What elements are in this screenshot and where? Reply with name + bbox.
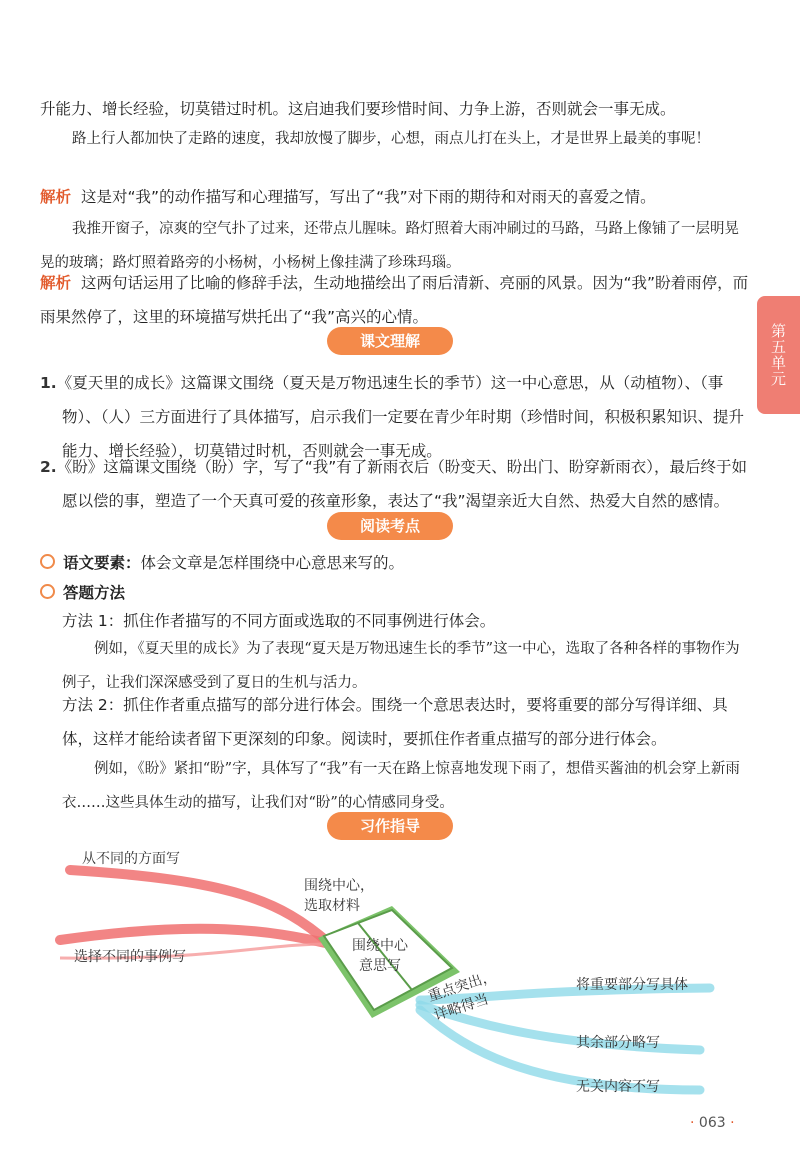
element-label: 语文要素： bbox=[63, 554, 141, 572]
understanding-item-2 bbox=[40, 450, 752, 518]
section-title-understanding: 课文理解 bbox=[327, 327, 453, 355]
method-1: 方法 1：抓住作者描写的不同方面或选取的不同事例进行体会。 bbox=[62, 612, 496, 630]
page-number-text: 063 bbox=[698, 1115, 726, 1131]
circle-bullet-icon bbox=[40, 554, 55, 569]
method-2: 方法 2：抓住作者重点描写的部分进行体会。围绕一个意思表达时，要将重要的部分写得详细、具体，这样才能给读者留下更深刻的印象。阅读时，要抓住作者重点描写的部分进行体会。 bbox=[62, 696, 728, 748]
paragraph-2: 路上行人都加快了走路的速度，我却放慢了脚步，心想，雨点儿打在头上，才是世界上最美的事呢！ bbox=[72, 131, 710, 147]
mindmap-left-1: 从不同的方面写 bbox=[82, 851, 180, 867]
analysis-text: 这是对“我”的动作描写和心理描写，写出了“我”对下雨的期待和对雨天的喜爱之情。 bbox=[81, 188, 656, 206]
mindmap-right-1: 将重要部分写具体 bbox=[576, 977, 688, 993]
unit-tab: 第五单元 bbox=[757, 296, 800, 414]
mindmap-left-2: 选择不同的事例写 bbox=[74, 949, 186, 965]
item-text: 《夏天里的成长》这篇课文围绕（夏天是万物迅速生长的季节）这一中心意思，从（动植物）、（事物）、（人）三方面进行了具体描写，启示我们一定要在青少年时期（珍惜时间，积极积累知识、提升能力、增长经验），切莫错过时机，否则就会一事无成。 bbox=[56, 374, 745, 460]
page-number: · 063 · bbox=[690, 1115, 735, 1131]
item-number: 2. bbox=[40, 458, 57, 476]
language-element bbox=[40, 546, 752, 580]
left-branches bbox=[60, 870, 330, 958]
section-title-reading: 阅读考点 bbox=[327, 512, 453, 540]
method-1-example: 例如，《夏天里的成长》为了表现“夏天是万物迅速生长的季节”这一中心，选取了各种各样的事物作为例子，让我们深深感受到了夏日的生机与活力。 bbox=[62, 641, 740, 691]
mindmap-right-3: 无关内容不写 bbox=[576, 1079, 660, 1095]
item-number: 1. bbox=[40, 374, 57, 392]
paragraph-3: 我推开窗子，凉爽的空气扑了过来，还带点儿腥味。路灯照着大雨冲刷过的马路，马路上像铺了一层明晃晃的玻璃；路灯照着路旁的小杨树，小杨树上像挂满了珍珠玛瑙。 bbox=[40, 221, 739, 271]
section-title-writing: 习作指导 bbox=[327, 812, 453, 840]
analysis-text: 这两句话运用了比喻的修辞手法，生动地描绘出了雨后清新、亮丽的风景。因为“我”盼着雨停，而雨果然停了，这里的环境描写烘托出了“我”高兴的心情。 bbox=[40, 274, 749, 326]
circle-bullet-icon bbox=[40, 584, 55, 599]
analysis-1 bbox=[40, 180, 752, 214]
mindmap-branch-left-label: 围绕中心， 选取材料 bbox=[304, 878, 374, 914]
analysis-label: 解析 bbox=[40, 274, 72, 292]
method-2-example: 例如，《盼》紧扣“盼”字，具体写了“我”有一天在路上惊喜地发现下雨了，想借买酱油的机会穿上新雨衣……这些具体生动的描写，让我们对“盼”的心情感同身受。 bbox=[62, 761, 740, 811]
paragraph-1: 升能力、增长经验，切莫错过时机。这启迪我们要珍惜时间、力争上游，否则就会一事无成。 bbox=[40, 100, 676, 118]
mindmap-right-2: 其余部分略写 bbox=[576, 1035, 660, 1051]
analysis-2 bbox=[40, 266, 752, 334]
mindmap-branch-right-label: 重点突出， 详略得当 bbox=[426, 968, 498, 1024]
analysis-label: 解析 bbox=[40, 188, 72, 206]
element-text: 体会文章是怎样围绕中心意思来写的。 bbox=[140, 554, 405, 572]
mindmap-center: 围绕中心 意思写 bbox=[352, 938, 408, 974]
method-title: 答题方法 bbox=[63, 584, 126, 602]
item-text: 《盼》这篇课文围绕（盼）字，写了“我”有了新雨衣后（盼变天、盼出门、盼穿新雨衣），最后终于如愿以偿的事，塑造了一个天真可爱的孩童形象，表达了“我”渴望亲近大自然、热爱大自然的感情。 bbox=[56, 458, 748, 510]
